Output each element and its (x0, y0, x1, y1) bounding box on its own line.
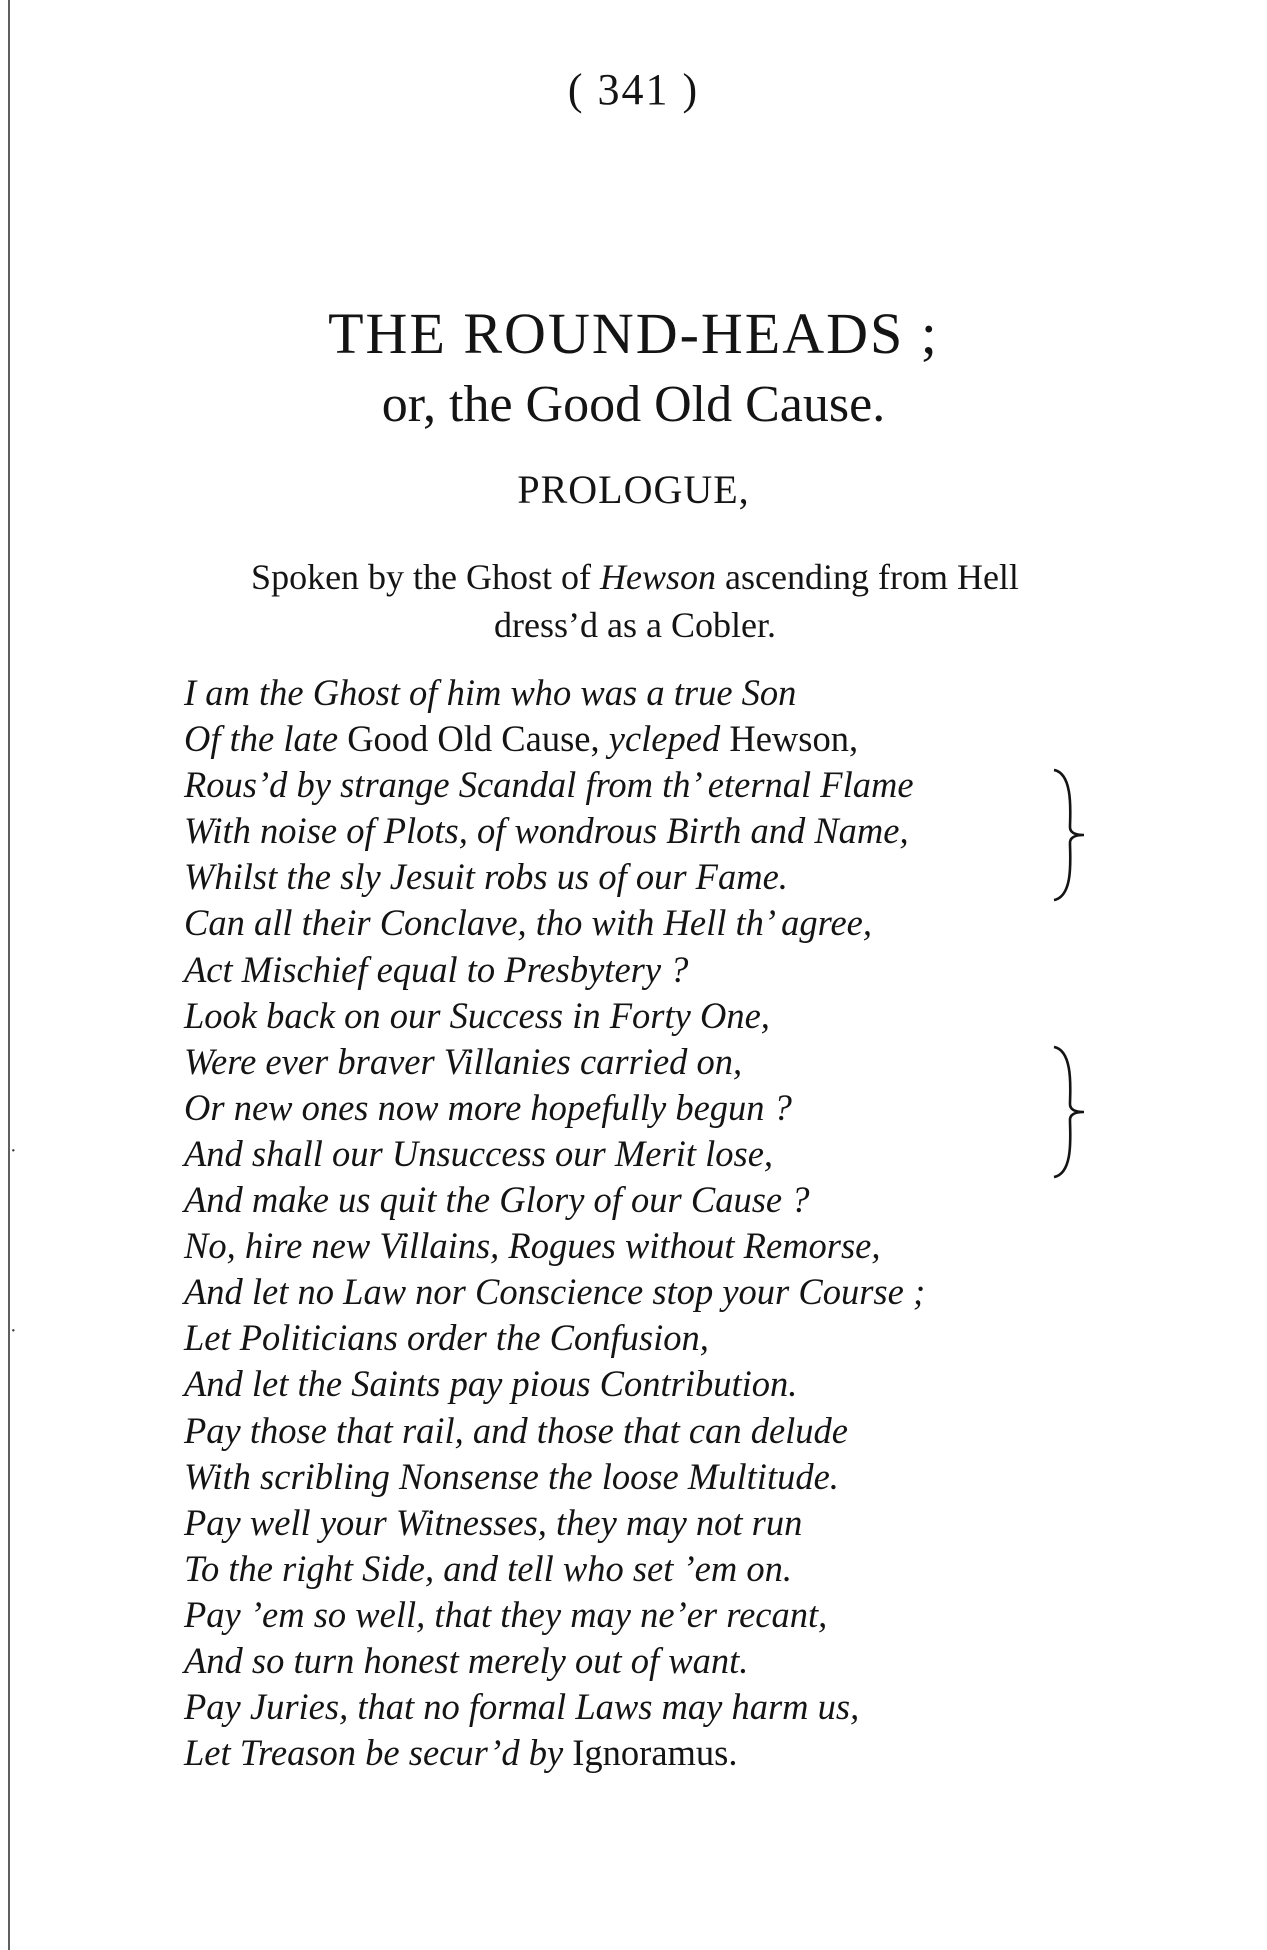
stage-direction-text: Spoken by the Ghost of (251, 557, 601, 597)
verse-text: Pay Juries, that no formal Laws may harm us, (184, 1686, 860, 1728)
verse-line (184, 1223, 1104, 1269)
verse-text: And let no Law nor Conscience stop your Course ; (184, 1271, 926, 1313)
verse-line (184, 762, 1104, 808)
play-title: THE ROUND-HEADS ; (328, 301, 939, 366)
verse-text: And so turn honest merely out of want. (184, 1639, 749, 1681)
verse-line (184, 1131, 1104, 1177)
verse-line (184, 670, 1104, 716)
verse-line (184, 854, 1104, 900)
verse-text: Let Treason be secur’d by (184, 1732, 573, 1774)
verse-roman-text: Ignoramus. (572, 1732, 738, 1774)
character-name: Hewson (600, 557, 717, 597)
verse-text: Were ever braver Villanies carried on, (184, 1040, 743, 1082)
triplet-brace (1050, 766, 1090, 904)
verse-text: Pay well your Witnesses, they may not run (184, 1501, 803, 1543)
verse-text: Pay ’em so well, that they may ne’er recant, (184, 1593, 828, 1635)
verse-text: Whilst the sly Jesuit robs us of our Fame. (184, 856, 788, 898)
stage-direction (160, 553, 1110, 649)
verse-roman-text: Good Old Cause, (347, 718, 600, 760)
verse-text: With scribling Nonsense the loose Multitude. (184, 1455, 839, 1497)
verse-text: I am the Ghost of him who was a true Son (184, 672, 797, 713)
margin-speck: · (10, 1140, 17, 1162)
verse-line (184, 716, 1104, 762)
verse-line (184, 1500, 1104, 1546)
verse-line (184, 1592, 1104, 1638)
verse-text: Let Politicians order the Confusion, (184, 1317, 709, 1359)
verse-line (184, 900, 1104, 946)
triplet-brace (1050, 1043, 1090, 1181)
verse-line (184, 1361, 1104, 1407)
verse-text: Pay those that rail, and those that can delude (184, 1409, 849, 1451)
stage-direction-text: ascending from Hell (716, 557, 1019, 597)
page-number: ( 341 ) (567, 65, 700, 114)
verse-line (184, 1730, 1104, 1776)
verse-text: Can all their Conclave, tho with Hell th’ agree, (184, 902, 873, 944)
verse-text: Of the late (184, 718, 348, 760)
verse-text: And shall our Unsuccess our Merit lose, (184, 1132, 774, 1174)
verse-line (184, 1039, 1104, 1085)
verse-line (184, 1177, 1104, 1223)
verse-line (184, 1315, 1104, 1361)
prologue-verse (184, 670, 1104, 1776)
page-edge-line (8, 0, 10, 1950)
verse-text: Act Mischief equal to Presbytery ? (184, 948, 689, 990)
verse-line (184, 1454, 1104, 1500)
verse-text: To the right Side, and tell who set ’em on. (184, 1547, 792, 1589)
verse-text: No, hire new Villains, Rogues without Remorse, (184, 1225, 881, 1267)
verse-text: ycleped (599, 718, 730, 760)
verse-line (184, 808, 1104, 854)
verse-text: And make us quit the Glory of our Cause ? (184, 1179, 810, 1221)
play-subtitle: or, the Good Old Cause. (381, 376, 886, 433)
verse-line (184, 1638, 1104, 1684)
verse-text: With noise of Plots, of wondrous Birth and Name, (184, 810, 909, 852)
verse-line (184, 993, 1104, 1039)
verse-line (184, 1085, 1104, 1131)
verse-line (184, 1546, 1104, 1592)
verse-line (184, 1408, 1104, 1454)
verse-line (184, 947, 1104, 993)
verse-text: Look back on our Success in Forty One, (184, 994, 770, 1036)
verse-text: Or new ones now more hopefully begun ? (184, 1086, 792, 1128)
stage-direction-text: dress’d as a Cobler. (494, 605, 776, 645)
verse-roman-text: Hewson, (729, 718, 859, 760)
verse-line (184, 1684, 1104, 1730)
verse-text: Rous’d by strange Scandal from th’ eternal Flame (184, 764, 914, 806)
section-heading: PROLOGUE, (517, 467, 750, 512)
verse-line (184, 1269, 1104, 1315)
verse-text: And let the Saints pay pious Contribution. (184, 1363, 798, 1405)
margin-speck: · (10, 1320, 17, 1342)
